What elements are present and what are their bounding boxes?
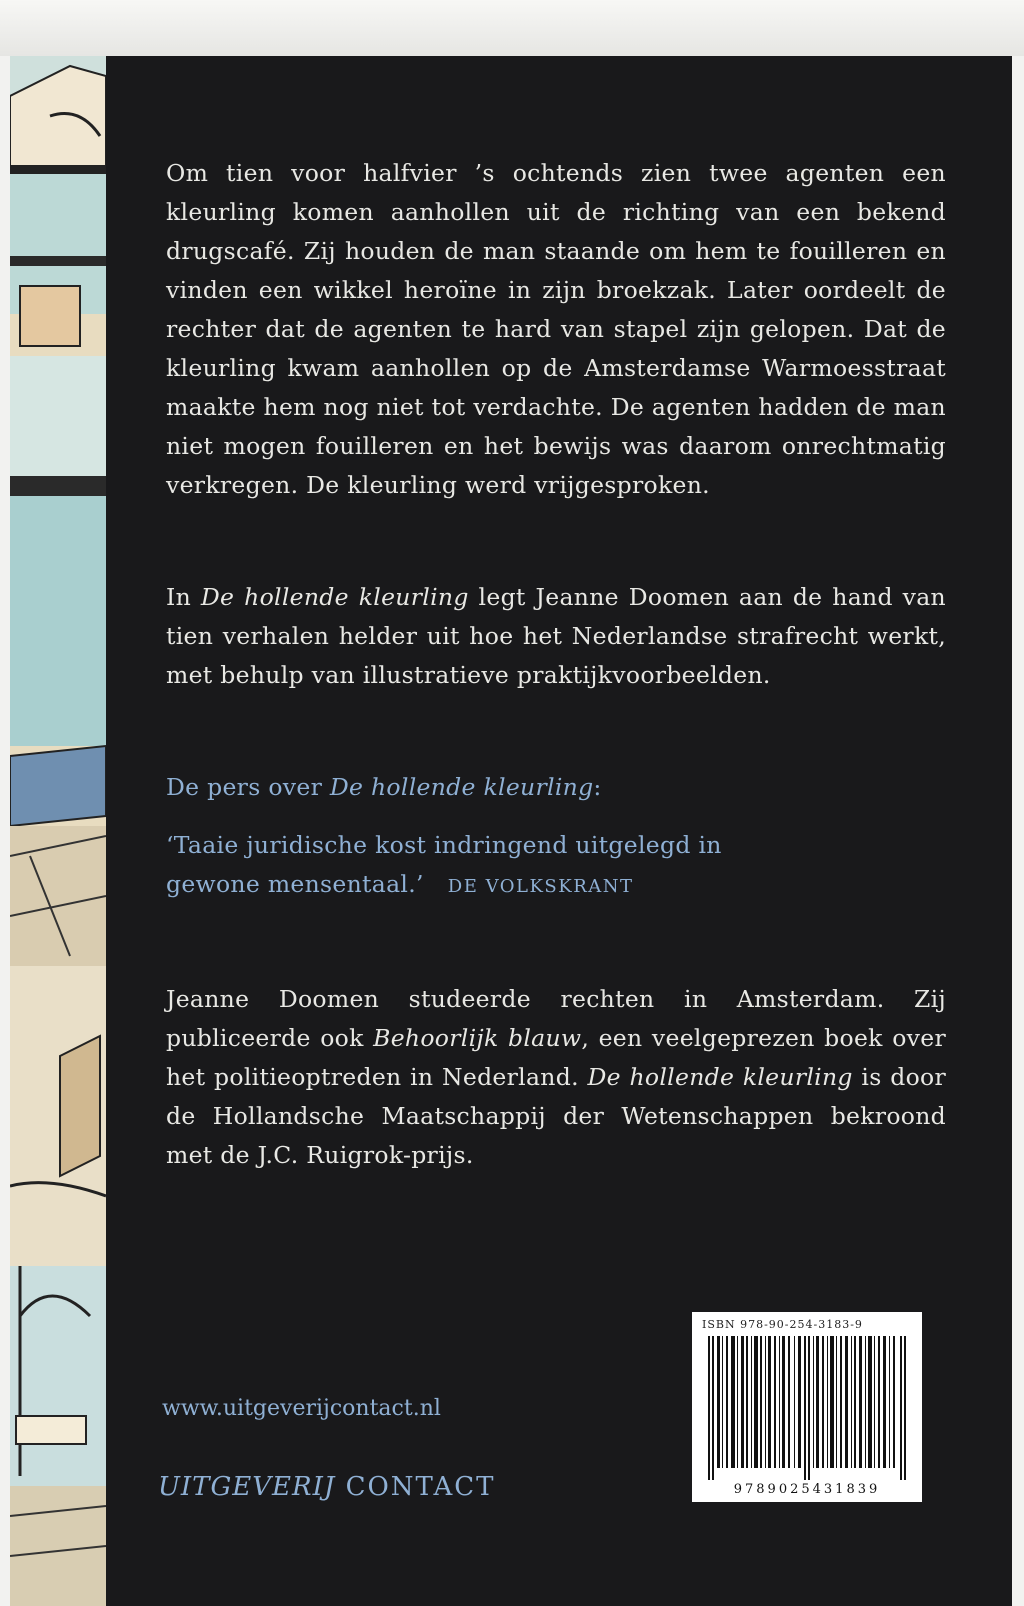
author-bio (166, 980, 946, 1175)
comic-illustration-strip (10, 56, 106, 1606)
author-bio-2: , een veelgeprezen boek over het politieoptreden in Nederland. (166, 1024, 946, 1091)
press-quote-text: ‘Taaie juridische kost indringend uitgelegd in gewone mensentaal.’ (166, 831, 722, 898)
isbn-barcode (692, 1312, 922, 1502)
blurb-p2-pre: In (166, 583, 201, 611)
publisher-name (158, 1472, 495, 1502)
comic-illustration (10, 56, 106, 1606)
press-quote (166, 826, 766, 906)
press-heading-title: De hollende kleurling (329, 773, 594, 801)
ean-number: 9789025431839 (733, 1482, 881, 1497)
author-bio-1: Jeanne Doomen studeerde rechten in Amsterdam. Zij publiceerde ook (166, 985, 946, 1052)
press-heading-pre: De pers over (166, 773, 330, 801)
press-heading-post: : (593, 773, 602, 801)
press-heading (166, 768, 946, 807)
blurb-p2-post: legt Jeanne Doomen aan de hand van tien verhalen helder uit hoe het Nederlandse strafrecht werkt, met behulp van illustratieve praktijkvoorbeelden. (166, 583, 946, 689)
publisher-name-plain: CONTACT (345, 1472, 496, 1502)
author-bio-3: is door de Hollandsche Maatschappij der Wetenschappen bekroond met de J.C. Ruigrok-prijs. (166, 1063, 946, 1169)
author-book-1: Behoorlijk blauw (373, 1024, 582, 1052)
blurb-paragraph-2 (166, 578, 946, 695)
press-source: DE VOLKSKRANT (447, 876, 634, 897)
cover-text-area (106, 56, 1012, 1606)
publisher-website: www.uitgeverijcontact.nl (162, 1396, 441, 1421)
publisher-name-italic: UITGEVERIJ (158, 1472, 336, 1502)
page-edge (0, 0, 1024, 56)
book-back-cover (10, 56, 1012, 1606)
author-book-2: De hollende kleurling (587, 1063, 853, 1091)
isbn-label: ISBN 978-90-254-3183-9 (702, 1318, 863, 1331)
blurb-p2-title: De hollende kleurling (200, 583, 469, 611)
barcode-bars (708, 1336, 906, 1480)
blurb-paragraph-1: Om tien voor halfvier ’s ochtends zien twee agenten een kleurling komen aanhollen uit de richting van een bekend drugscafé. Zij houden de man staande om hem te fouilleren en vinden een wikkel heroïne in zijn broekzak. Later oordeelt de rechter dat de agenten te hard van stapel zijn gelopen. Dat de kleurling kwam aanhollen op de Amsterdamse Warmoesstraat maakte hem nog niet tot verdachte. De agenten hadden de man niet mogen fouilleren en het bewijs was daarom onrechtmatig verkregen. De kleurling werd vrijgesproken. (166, 159, 946, 499)
